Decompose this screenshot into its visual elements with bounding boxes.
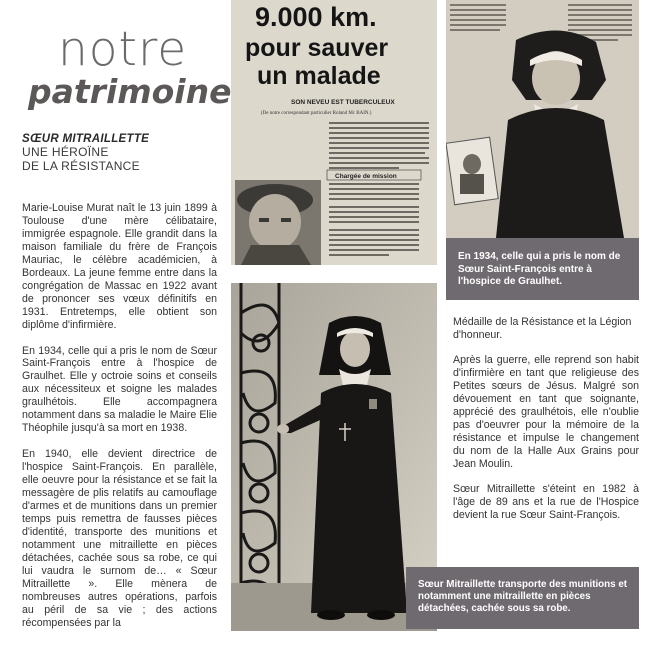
header-title-line2: patrimoine xyxy=(28,72,232,111)
newspaper-subhead: SON NEVEU EST TUBERCULEUX xyxy=(291,99,395,106)
article-kicker: SŒUR MITRAILLETTE xyxy=(22,133,150,145)
newspaper-headline-1: 9.000 km. xyxy=(255,2,377,32)
section-header xyxy=(22,22,232,111)
paragraph: Sœur Mitraillette s'éteint en 1982 à l'âge de 89 ans et la rue de l'Hospice devient la rue Sœur Saint-François. xyxy=(453,483,639,522)
paragraph: En 1940, elle devient directrice de l'hospice Saint-François. En parallèle, elle oeuvre pour la résistance et se fait la messagère de plis relatifs au camouflage d'armes et de munitions dans un premier temps puis remettra de fausses pièces d'identité, transporte des munitions et notamment une mitraillette en pièces détachées, cachée sous sa robe, ce qui lui vaudra le surnom de… « Sœur Mitraillette ». Elle mènera de nombreuses autres opérations, parfois au péril de sa vie ; des actions récompensées par la xyxy=(22,448,217,629)
newspaper-headline-3: un malade xyxy=(257,62,381,90)
nun-portrait-clipping-photo xyxy=(446,0,639,238)
article-right-column xyxy=(453,316,639,535)
newspaper-byline: (De notre correspondant particulier Roland Mc BAIN.) xyxy=(261,111,372,116)
newspaper-headline-2: pour sauver xyxy=(245,34,389,62)
article-heading-line2: DE LA RÉSISTANCE xyxy=(22,159,140,173)
paragraph: Marie-Louise Murat naît le 13 juin 1899 à Toulouse d'une mère célibataire, immigrée espagnole. Elle grandit dans la maison familiale du frère de François Mauriac, le célèbre académicien, à Bordeaux. La jeune femme entre dans la congrégation de Massac en 1922 avant de prononcer ses vœux définitifs en 1931. Entretemps, elle obtient son diplôme d'infirmière. xyxy=(22,202,217,331)
paragraph: Après la guerre, elle reprend son habit d'infirmière en tant que religieuse des Petites sœurs de Jésus. Malgré son dévouement en tant que soignante, apprécié des graulhétois, elle n'oublie pas d'oeuvrer pour la mémoire de la résistance et impulse le changement du nom de la Halle Aux Grains pour Jean Moulin. xyxy=(453,354,639,471)
paragraph: Médaille de la Résistance et la Légion d'honneur. xyxy=(453,316,632,341)
article-heading-line1: UNE HÉROÏNE xyxy=(22,145,109,159)
photo-caption-bottom: Sœur Mitraillette transporte des munitions et notamment une mitraillette en pièces détachées, cachée sous sa robe. xyxy=(406,567,639,629)
article-subtitle xyxy=(22,133,222,173)
photo-caption-top: En 1934, celle qui a pris le nom de Sœur Saint-François entre à l'hospice de Graulhet. xyxy=(446,238,639,300)
article-left-column xyxy=(22,202,217,643)
paragraph: En 1934, celle qui a pris le nom de Sœur Saint-François entre à l'hospice de Graulhet. Elle y octroie soins et conseils aux nécessiteux et soigne les malades graulhétois. Elle accompagnera notamment dans sa maladie le Maire Elie Théophile jusqu'à sa mort en 1938. xyxy=(22,344,217,435)
newspaper-clipping-photo xyxy=(231,0,437,265)
header-title-line1: notre xyxy=(58,22,188,77)
newspaper-section: Chargée de mission xyxy=(335,173,397,180)
